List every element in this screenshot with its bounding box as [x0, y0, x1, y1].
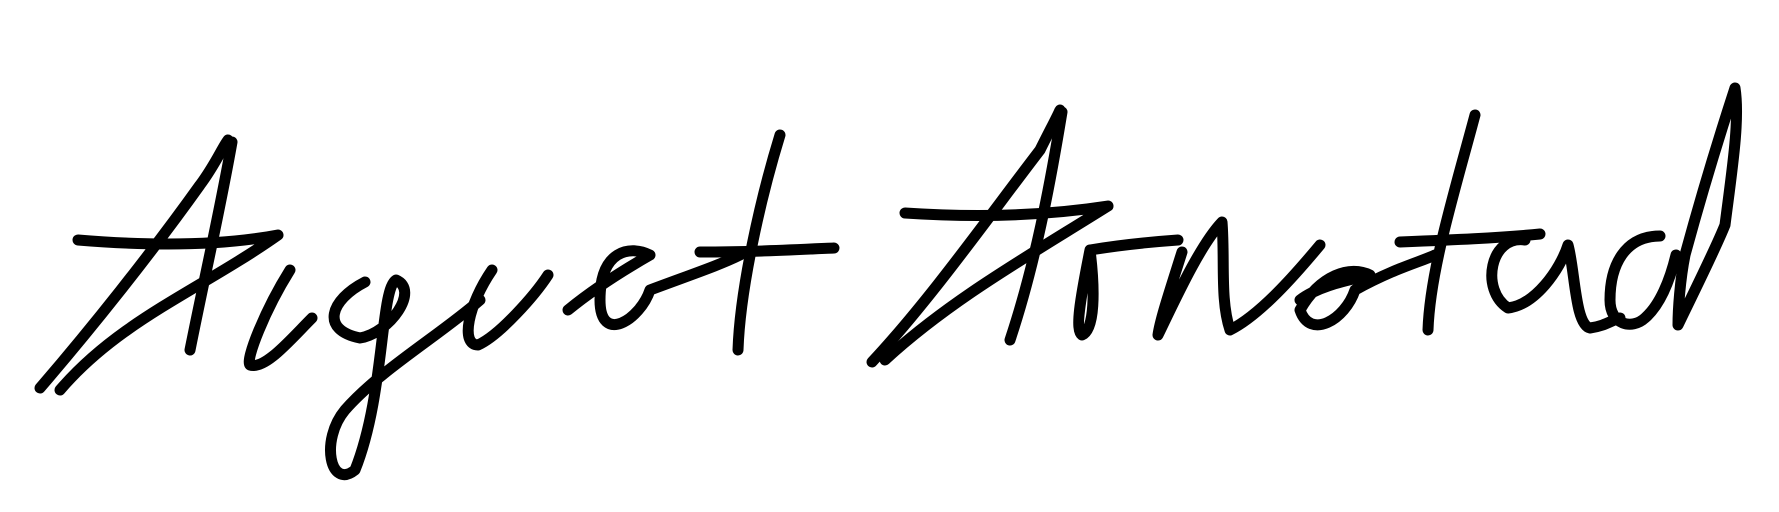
- stroke-A-cross: [885, 206, 1108, 360]
- stroke-a-left: [40, 140, 228, 388]
- stroke-s: [568, 251, 740, 325]
- stroke-A-left: [872, 110, 1060, 362]
- signature-strokes: [40, 88, 1737, 475]
- stroke-s2: [1300, 255, 1435, 325]
- stroke-t-cross: [700, 248, 834, 252]
- stroke-g: [331, 280, 480, 475]
- stroke-a2: [1492, 240, 1620, 328]
- stroke-t-stem: [738, 135, 780, 350]
- stroke-d-stem: [1678, 88, 1737, 325]
- stroke-d-bowl: [1610, 236, 1676, 324]
- stroke-t2-stem: [1428, 115, 1475, 330]
- stroke-u: [249, 270, 312, 366]
- stroke-u2: [468, 270, 548, 345]
